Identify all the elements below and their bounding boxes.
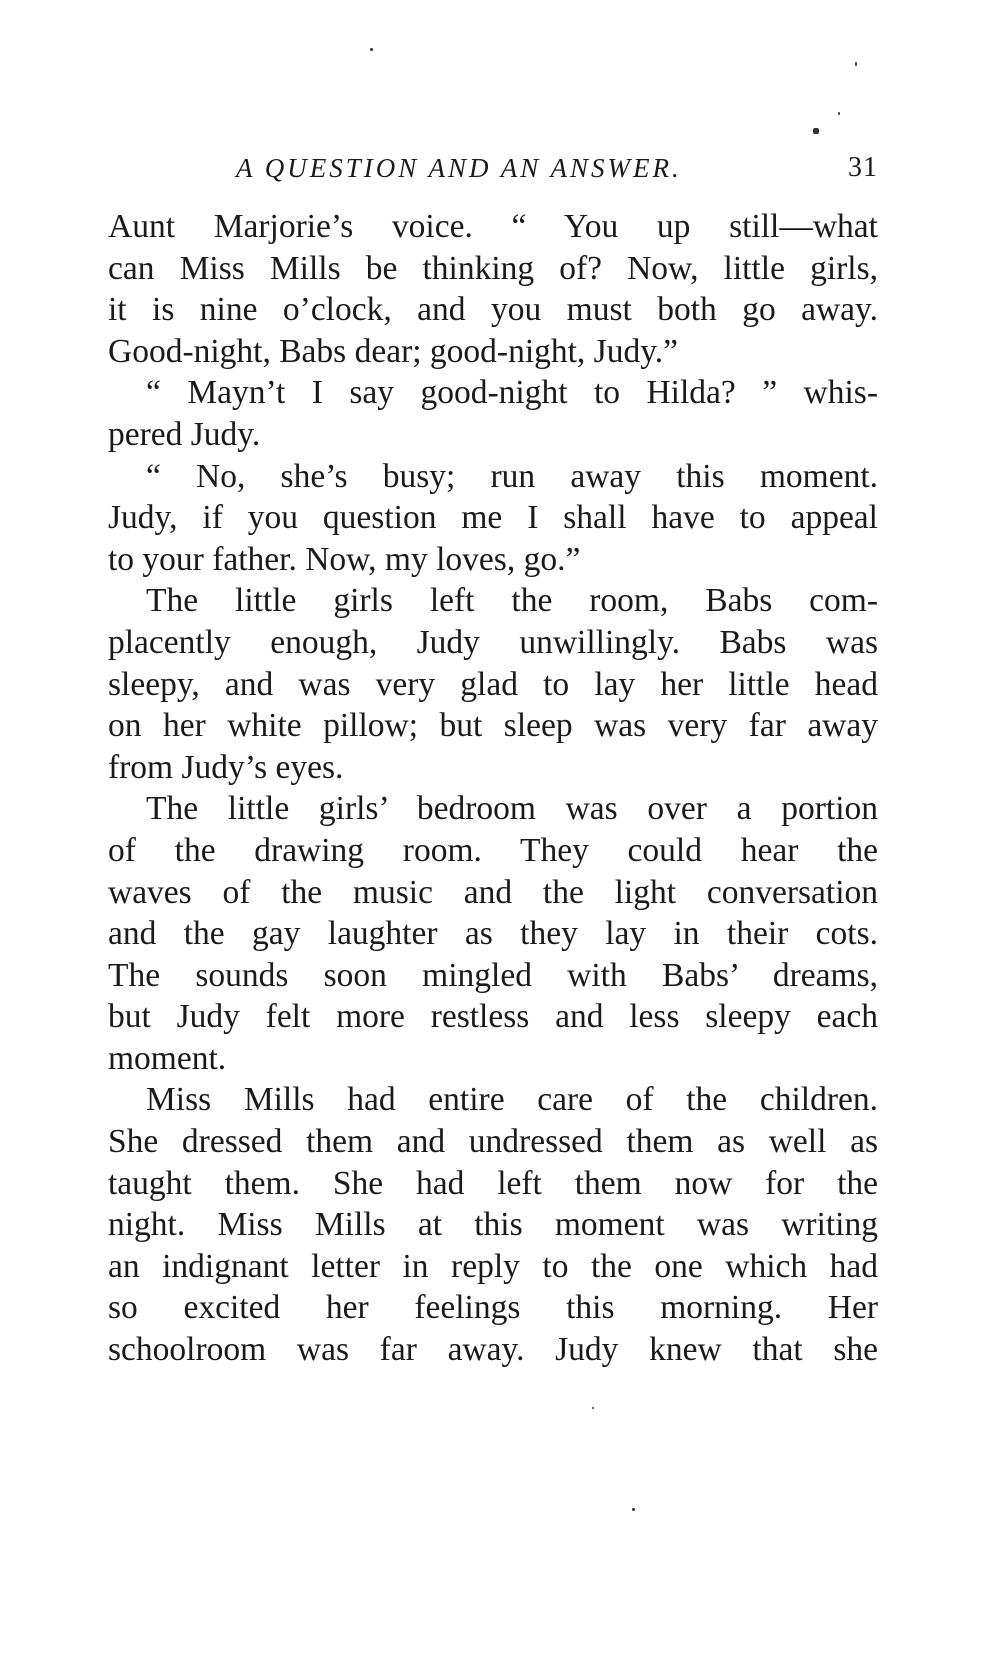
running-title: A QUESTION AND AN ANSWER.: [236, 153, 682, 183]
text-line: “ Mayn’t I say good-night to Hilda? ” whis-: [146, 374, 878, 412]
text-line: an indignant letter in reply to the one which had: [108, 1247, 878, 1285]
ink-speck: [592, 1407, 594, 1409]
text-line: Judy, if you question me I shall have to appeal: [108, 499, 878, 537]
text-line: Miss Mills had entire care of the children.: [146, 1081, 878, 1119]
ink-speck: [838, 112, 840, 115]
ink-speck: [813, 128, 819, 134]
text-line: to your father. Now, my loves, go.”: [108, 540, 581, 578]
ink-speck: [632, 1508, 635, 1511]
text-line: Aunt Marjorie’s voice. “ You up still—what: [108, 208, 878, 245]
text-line: but Judy felt more restless and less sleepy each: [108, 998, 878, 1036]
text-line: She dressed them and undressed them as well as: [108, 1123, 878, 1161]
body-text: [108, 206, 878, 1371]
text-line: The little girls left the room, Babs com-: [146, 582, 878, 620]
text-line: waves of the music and the light conversation: [108, 873, 878, 911]
text-line: The sounds soon mingled with Babs’ dreams,: [108, 956, 878, 994]
text-line: it is nine o’clock, and you must both go away.: [108, 291, 878, 329]
text-line: on her white pillow; but sleep was very far away: [108, 707, 878, 745]
text-line: schoolroom was far away. Judy knew that she: [108, 1331, 878, 1369]
text-line: so excited her feelings this morning. Her: [108, 1289, 878, 1327]
text-line: moment.: [108, 1039, 227, 1077]
text-line: night. Miss Mills at this moment was writing: [108, 1206, 878, 1244]
text-line: taught them. She had left them now for the: [108, 1164, 878, 1202]
ink-speck: [855, 62, 857, 66]
text-line: “ No, she’s busy; run away this moment.: [146, 457, 878, 495]
text-line: Good-night, Babs dear; good-night, Judy.”: [108, 332, 679, 370]
text-line: of the drawing room. They could hear the: [108, 831, 878, 869]
page-number: 31: [848, 152, 878, 183]
text-line: placently enough, Judy unwillingly. Babs was: [108, 623, 878, 661]
text-line: The little girls’ bedroom was over a portion: [146, 790, 878, 828]
text-line: sleepy, and was very glad to lay her little head: [108, 665, 878, 703]
text-line: can Miss Mills be thinking of? Now, little girls,: [108, 249, 878, 287]
ink-speck: [370, 48, 373, 51]
running-head: [108, 148, 878, 188]
text-line: pered Judy.: [108, 415, 261, 453]
text-line: from Judy’s eyes.: [108, 748, 344, 786]
text-line: and the gay laughter as they lay in their cots.: [108, 915, 878, 953]
